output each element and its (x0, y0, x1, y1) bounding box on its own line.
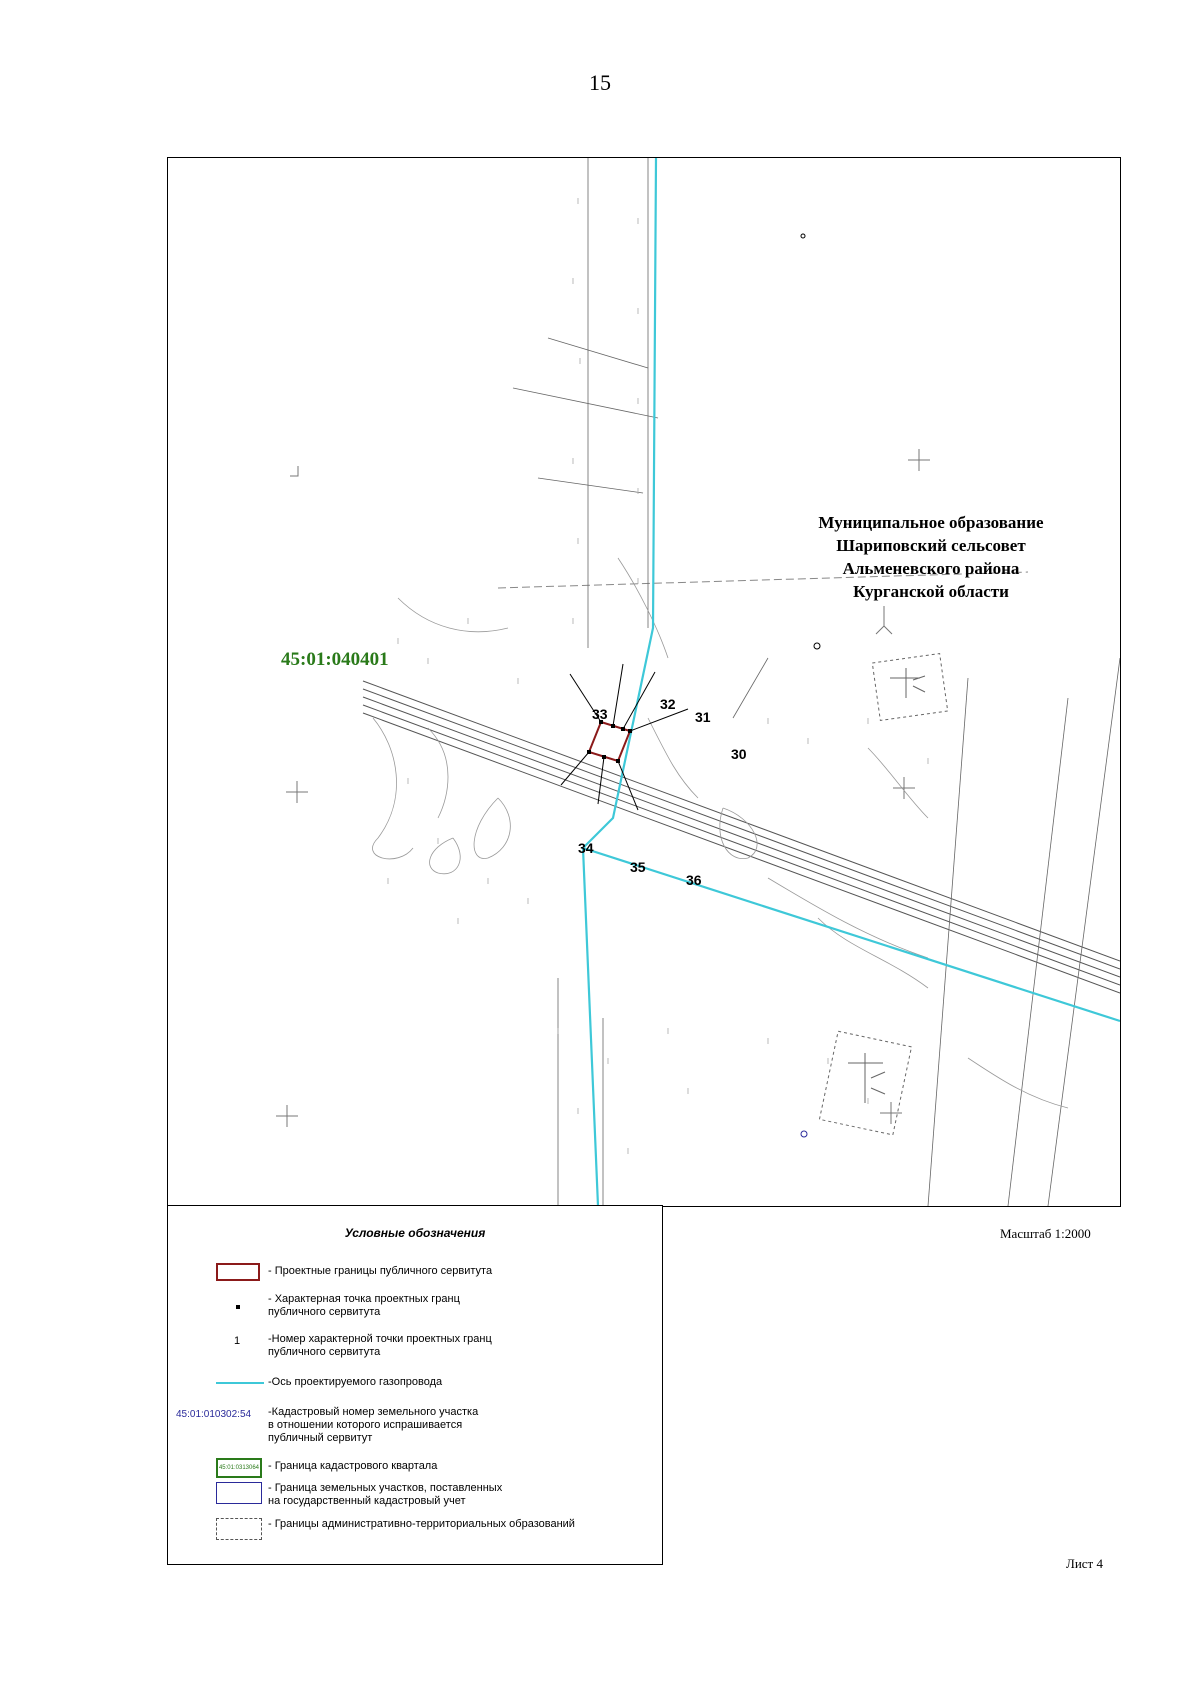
region-line: Муниципальное образование (818, 513, 1044, 532)
region-line: Курганской области (853, 582, 1009, 601)
point-label-31: 31 (695, 709, 711, 725)
region-label (791, 511, 1071, 603)
legend-text: - Проектные границы публичного сервитута (268, 1265, 493, 1277)
legend-symbol-green-rect: 45:01:0313064 (216, 1458, 262, 1478)
region-line: Альменевского района (842, 559, 1020, 578)
legend-text: публичный сервитут (268, 1432, 373, 1444)
grid-corner-mark (290, 466, 298, 476)
grid-cross (286, 781, 308, 803)
point-label-36: 36 (686, 872, 702, 888)
legend-symbol-blue-rect (216, 1482, 262, 1502)
cadastral-quarter-label: 45:01:040401 (281, 649, 389, 670)
point-label-32: 32 (660, 696, 676, 712)
map-canvas (168, 158, 1120, 1206)
parcel-boundaries (513, 158, 1120, 1206)
legend-symbol-cyan-line (216, 1374, 262, 1394)
region-line: Шариповский сельсовет (836, 536, 1026, 555)
legend-text: публичного сервитута (268, 1346, 381, 1358)
legend-symbol-dot (216, 1297, 262, 1317)
legend-text: -Кадастровый номер земельного участка (268, 1406, 479, 1418)
grid-cross (276, 1105, 298, 1127)
legend-symbol-red-rect (216, 1263, 262, 1283)
map-frame (167, 157, 1121, 1207)
point-leaders (561, 664, 688, 810)
legend-text: -Ось проектируемого газопровода (268, 1376, 443, 1388)
legend-text: - Граница земельных участков, поставленных (268, 1482, 503, 1494)
structure-top-right (872, 654, 947, 721)
point-label-30: 30 (731, 746, 747, 762)
grid-cross (908, 449, 930, 471)
legend-title: Условные обозначения (344, 1226, 486, 1240)
survey-point (814, 643, 820, 649)
gas-pipeline-axis (583, 158, 1120, 1206)
point-label-34: 34 (578, 840, 594, 856)
legend-text: в отношении которого испрашивается (268, 1419, 463, 1431)
sheet-label: Лист 4 (1066, 1556, 1103, 1571)
terrain-ticks (388, 198, 928, 1154)
legend-symbol-dashed-rect (216, 1518, 262, 1538)
railway (363, 681, 1120, 993)
terrain-contours (373, 558, 1068, 1108)
point-label-35: 35 (630, 859, 646, 875)
grid-marker (876, 606, 892, 634)
legend (167, 1205, 663, 1565)
structure-bottom-right (819, 1031, 911, 1135)
page-number: 15 (589, 70, 611, 95)
legend-text: - Границы административно-территориальных образований (268, 1518, 575, 1530)
legend-text: - Характерная точка проектных гранц (268, 1293, 460, 1305)
legend-symbol-cad-number: 45:01:010302:54 (176, 1409, 252, 1420)
legend-text: публичного сервитута (268, 1306, 381, 1318)
scale-label: Масштаб 1:2000 (1000, 1226, 1091, 1241)
legend-symbol-number: 1 (234, 1335, 241, 1347)
point-label-33: 33 (592, 706, 608, 722)
legend-text: на государственный кадастровый учет (268, 1495, 466, 1507)
legend-text: -Номер характерной точки проектных гранц (268, 1333, 492, 1345)
survey-point (801, 1131, 807, 1137)
legend-text: - Граница кадастрового квартала (268, 1460, 438, 1472)
survey-point (801, 234, 805, 238)
